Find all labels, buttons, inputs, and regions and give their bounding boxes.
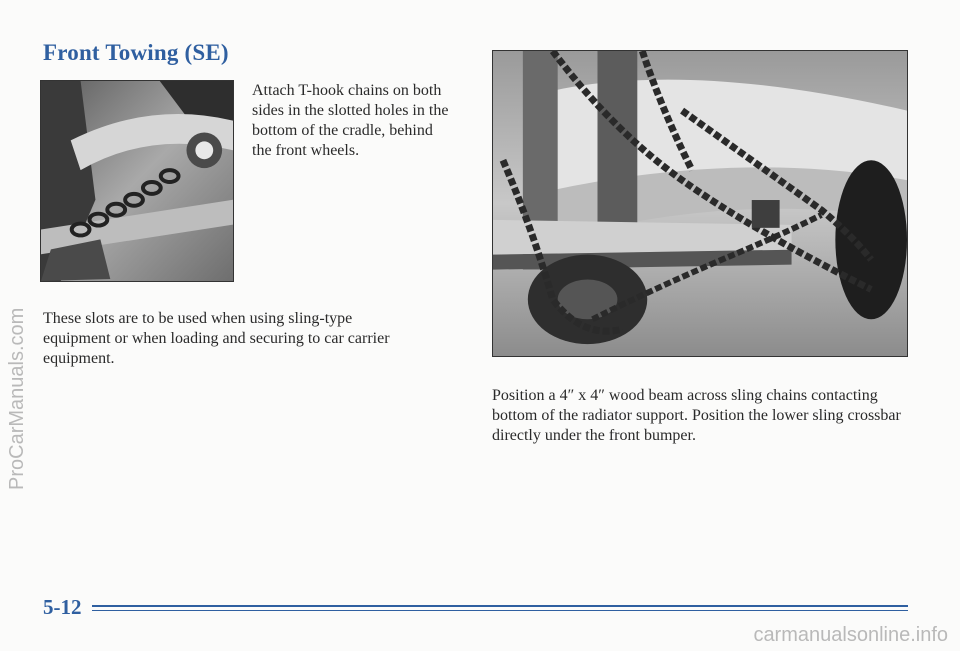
sling-chains-bumper-photo [492, 50, 908, 357]
attach-t-hook-caption: Attach T-hook chains on both sides in the slotted holes in the bottom of the cradle, behind the front wheels. [252, 82, 449, 159]
page-title: Front Towing (SE) [43, 40, 229, 65]
footer-watermark: carmanualsonline.info [753, 624, 948, 646]
footer-rule [92, 605, 908, 607]
side-watermark-text: ProCarManuals.com [6, 307, 28, 490]
footer-rule-thin [92, 610, 908, 611]
wood-beam-paragraph: Position a 4″ x 4″ wood beam across sling chains contacting bottom of the radiator support. Position the lower sling crossbar directly under the front bumper. [492, 387, 901, 444]
sling-slots-paragraph: These slots are to be used when using sling-type equipment or when loading and securing to car carrier equipment. [43, 310, 390, 367]
t-hook-chain-photo [40, 80, 234, 282]
page-number: 5-12 [43, 595, 82, 619]
side-watermark [4, 240, 30, 490]
